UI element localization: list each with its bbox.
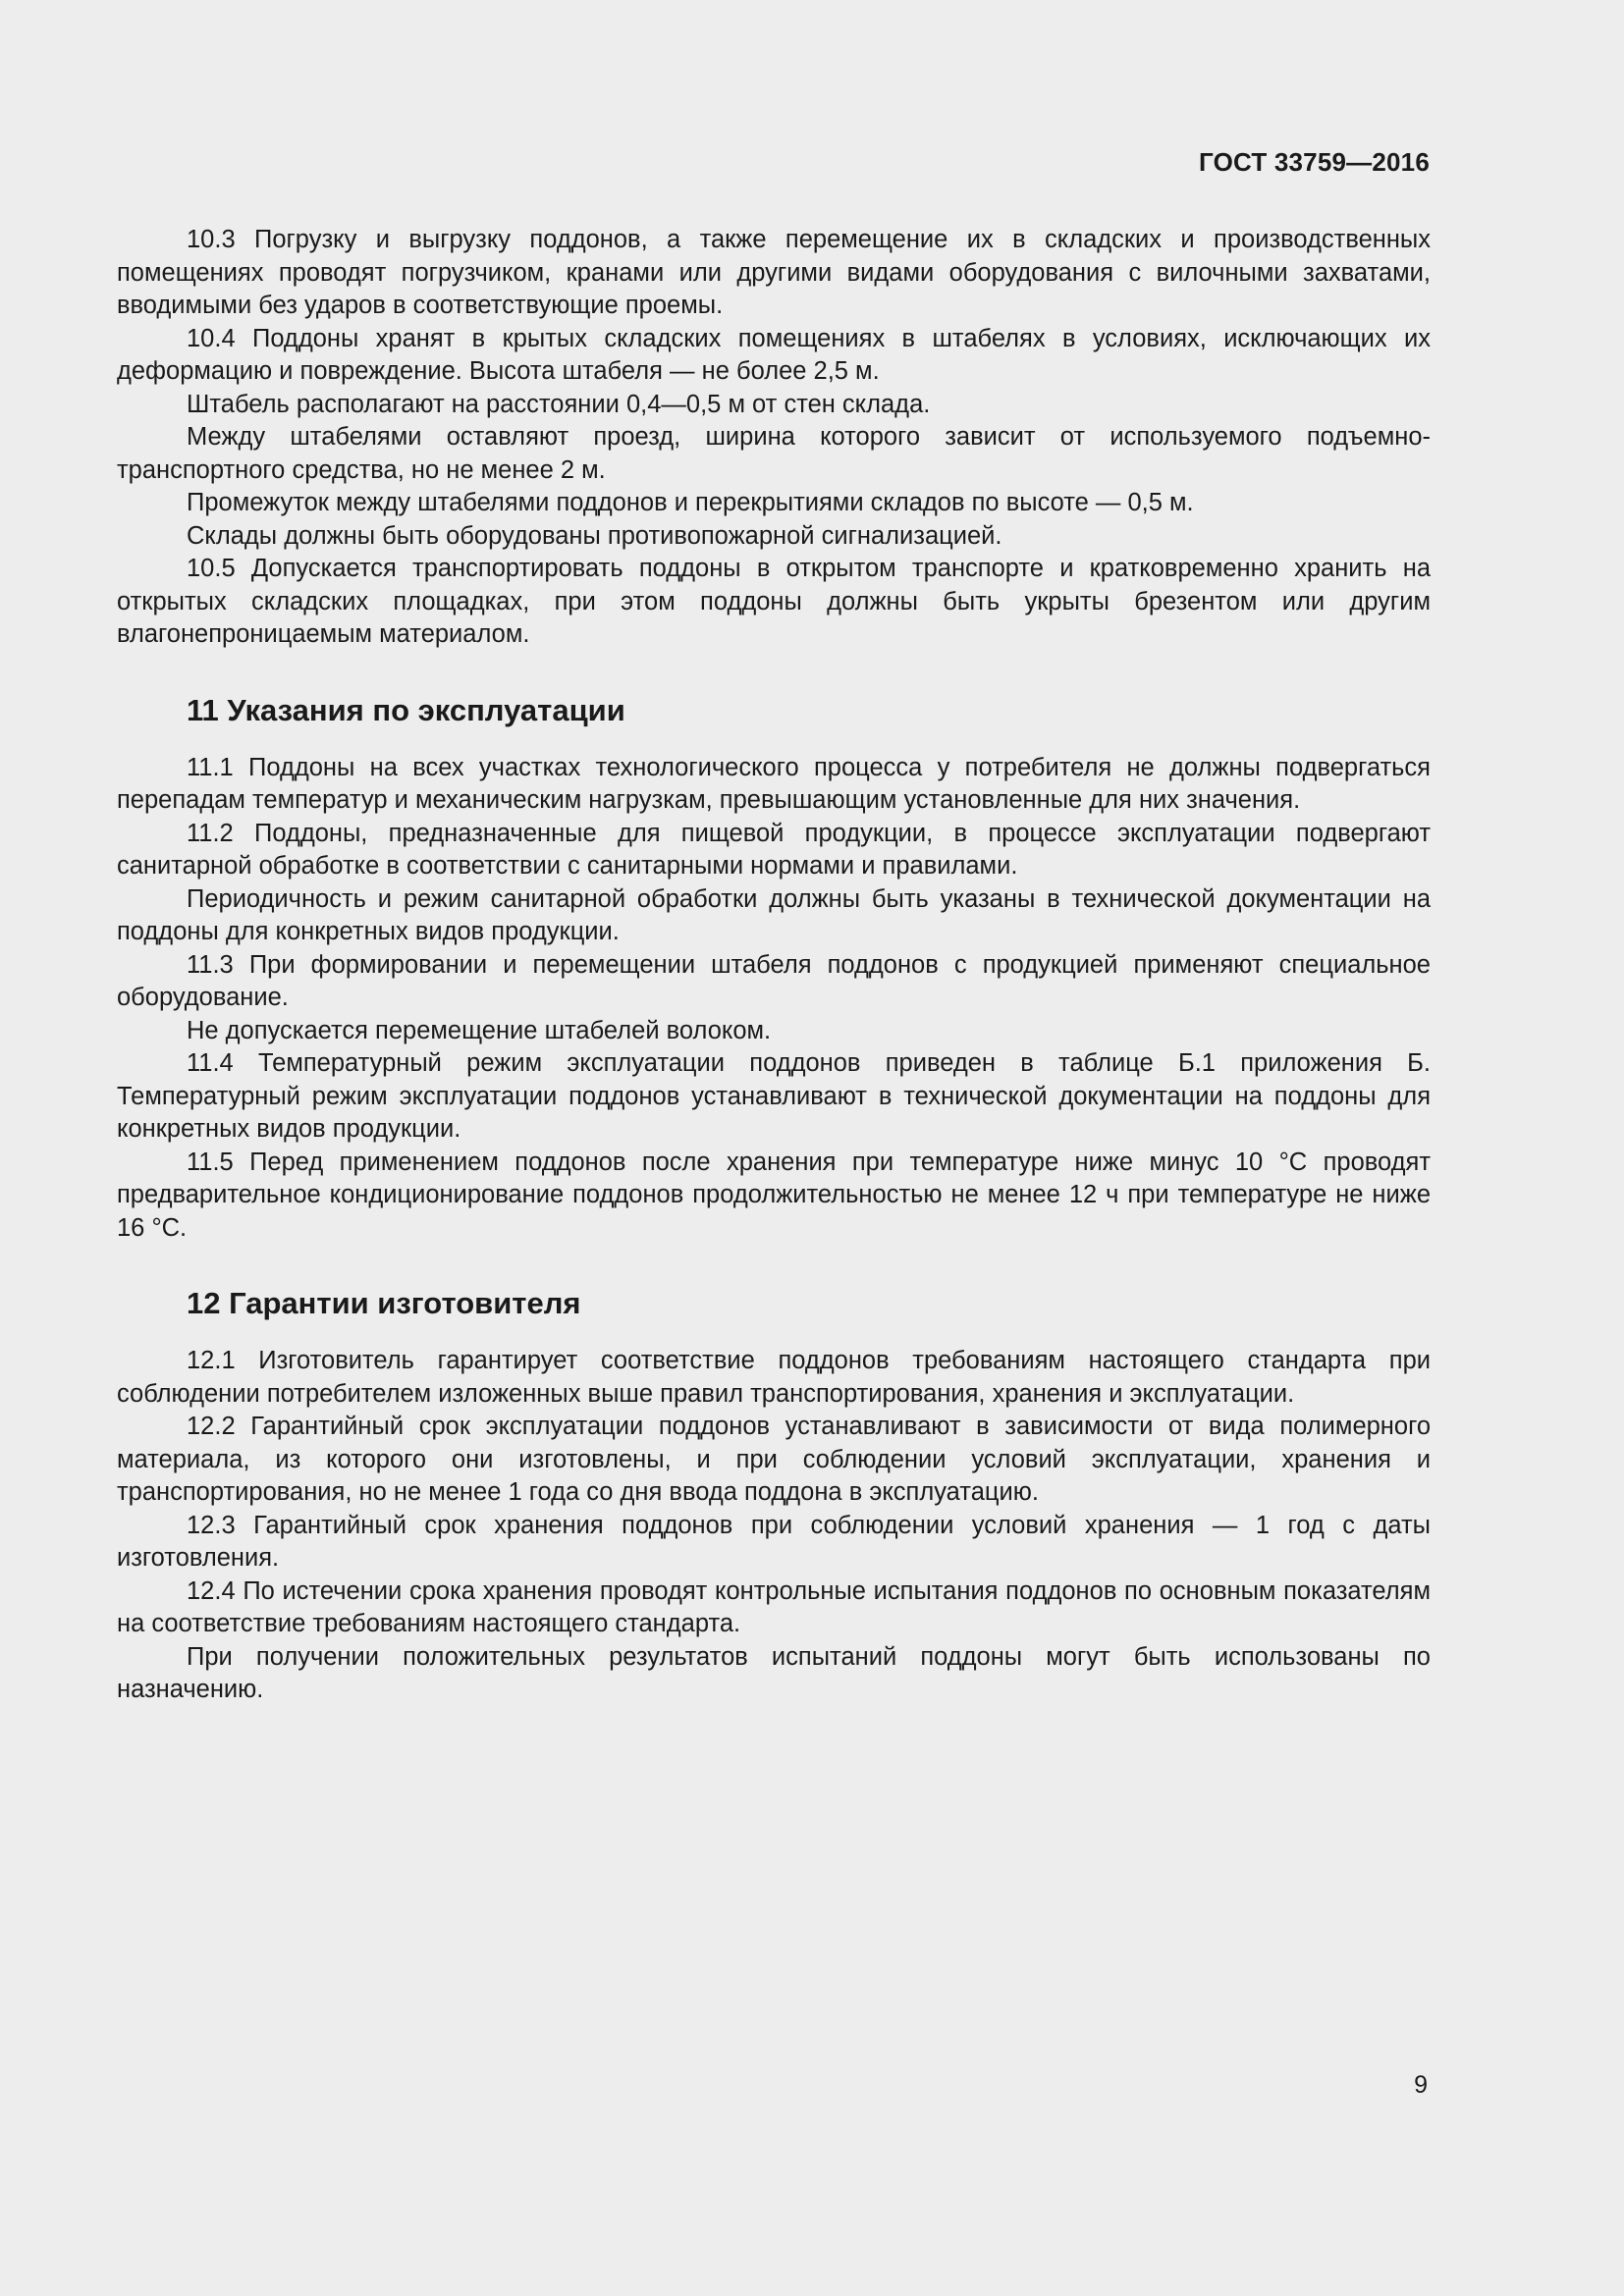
document-code-header: ГОСТ 33759—2016 bbox=[1199, 147, 1430, 177]
paragraph-positive-results: При получении положительных результатов испытаний поддоны могут быть использованы по назначению. bbox=[117, 1642, 1431, 1703]
paragraph-10-5: 10.5 Допускается транспортировать поддоны в открытом транспорте и кратковременно хранить на открытых складских площадках, при этом поддоны должны быть укрыты брезентом или другим влагонепроницаемым материалом. bbox=[117, 555, 1431, 648]
section-12-title: 12 Гарантии изготовителя bbox=[187, 1286, 581, 1320]
paragraph-12-1: 12.1 Изготовитель гарантирует соответствие поддонов требованиям настоящего стандарта при соблюдении потребителем изложенных выше правил транспортирования, хранения и эксплуатации. bbox=[117, 1347, 1431, 1408]
section-11-title: 11 Указания по эксплуатации bbox=[187, 692, 625, 727]
paragraph-fire-alarm: Склады должны быть оборудованы противопожарной сигнализацией. bbox=[187, 521, 1002, 550]
paragraph-11-1: 11.1 Поддоны на всех участках технологического процесса у потребителя не должны подвергаться перепадам температур и механическим нагрузкам, превышающим установленные для них значения. bbox=[117, 753, 1431, 814]
paragraph-11-2: 11.2 Поддоны, предназначенные для пищевой продукции, в процессе эксплуатации подвергают санитарной обработке в соответствии с санитарными нормами и правилами. bbox=[117, 819, 1431, 880]
paragraph-no-dragging: Не допускается перемещение штабелей волоком. bbox=[187, 1016, 772, 1044]
paragraph-11-5: 11.5 Перед применением поддонов после хранения при температуре ниже минус 10 °С проводят предварительное кондиционирование поддонов продолжительностью не менее 12 ч при температуре не ниже 16 °С. bbox=[117, 1148, 1431, 1242]
paragraph-stack-distance: Штабель располагают на расстоянии 0,4—0,5 м от стен склада. bbox=[187, 390, 931, 418]
paragraph-11-4: 11.4 Температурный режим эксплуатации поддонов приведен в таблице Б.1 приложения Б. Температурный режим эксплуатации поддонов устанавливают в технической документации на поддоны для конкретных видов продукции. bbox=[117, 1049, 1431, 1143]
paragraph-11-3: 11.3 При формировании и перемещении штабеля поддонов с продукцией применяют специальное оборудование. bbox=[117, 950, 1431, 1011]
paragraph-12-3: 12.3 Гарантийный срок хранения поддонов при соблюдении условий хранения — 1 год с даты изготовления. bbox=[117, 1511, 1431, 1572]
paragraph-stack-gap: Промежуток между штабелями поддонов и перекрытиями складов по высоте — 0,5 м. bbox=[187, 489, 1194, 516]
paragraph-12-2: 12.2 Гарантийный срок эксплуатации поддонов устанавливают в зависимости от вида полимерного материала, из которого они изготовлены, и при соблюдении условий эксплуатации, хранения и транспортирования, но не менее 1 года со дня ввода поддона в эксплуатацию. bbox=[117, 1413, 1431, 1506]
paragraph-10-3: 10.3 Погрузку и выгрузку поддонов, а также перемещение их в складских и производственных помещениях проводят погрузчиком, кранами или другими видами оборудования с вилочными захватами, вводимыми без ударов в соответствующие проемы. bbox=[117, 226, 1431, 319]
paragraph-12-4: 12.4 По истечении срока хранения проводят контрольные испытания поддонов по основным показателям на соответствие требованиям настоящего стандарта. bbox=[117, 1576, 1431, 1637]
paragraph-stack-passage: Между штабелями оставляют проезд, ширина которого зависит от используемого подъемно-транспортного средства, но не менее 2 м. bbox=[117, 423, 1431, 484]
paragraph-sanitary-frequency: Периодичность и режим санитарной обработки должны быть указаны в технической документации на поддоны для конкретных видов продукции. bbox=[117, 884, 1431, 945]
document-body bbox=[117, 224, 1431, 1707]
paragraph-10-4: 10.4 Поддоны хранят в крытых складских помещениях в штабелях в условиях, исключающих их деформацию и повреждение. Высота штабеля — не более 2,5 м. bbox=[117, 324, 1431, 385]
page-number: 9 bbox=[1414, 2071, 1428, 2099]
